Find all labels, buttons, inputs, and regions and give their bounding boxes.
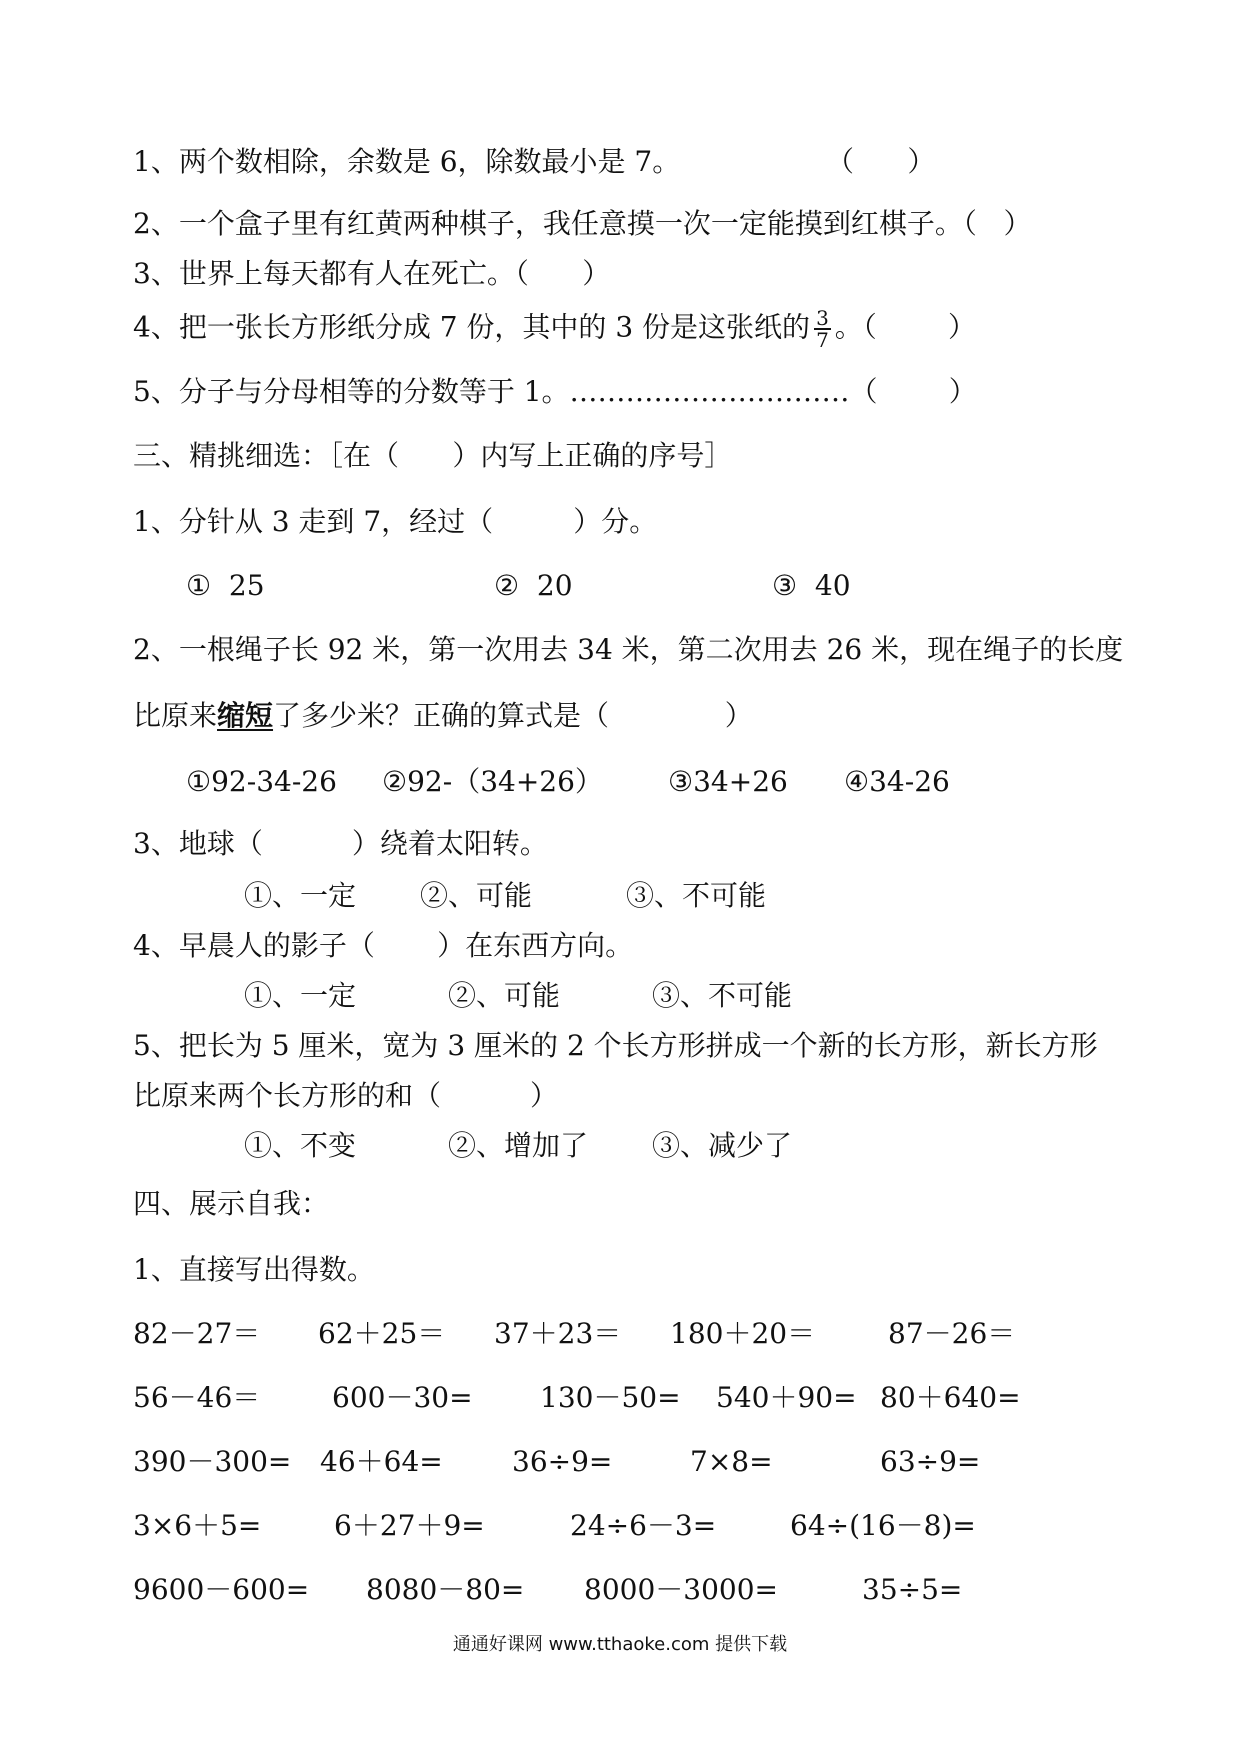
- arith-r2-c2: 600－30=: [332, 1381, 473, 1414]
- arith-r4-c4: 64÷(16－8)=: [790, 1509, 976, 1542]
- choice-q2-option-3: ③34+26: [668, 765, 788, 798]
- choice-q3: 3、地球（ ）绕着太阳转。: [133, 827, 548, 860]
- arith-r5-c3: 8000－3000=: [584, 1573, 778, 1606]
- choice-q4: 4、早晨人的影子（ ）在东西方向。: [133, 929, 634, 962]
- choice-q2-option-2: ②92-（34+26）: [382, 765, 603, 798]
- section-three-header: 三、精挑细选：［在（ ）内写上正确的序号］: [133, 439, 733, 472]
- judge-q4-text: 4、把一张长方形纸分成 7 份，其中的 3 份是这张纸的: [133, 310, 811, 344]
- arith-r1-c3: 37＋23＝: [494, 1317, 622, 1350]
- judge-q2: 2、一个盒子里有红黄两种棋子，我任意摸一次一定能摸到红棋子。（ ）: [133, 207, 1032, 240]
- choice-q1-option-1: ① 25: [186, 569, 265, 602]
- judge-q1: 1、两个数相除，余数是 6，除数最小是 7。: [133, 145, 681, 178]
- choice-q1: 1、分针从 3 走到 7，经过（ ）分。: [133, 505, 658, 538]
- section-four-header: 四、展示自我：: [133, 1187, 330, 1220]
- choice-q5-line1: 5、把长为 5 厘米，宽为 3 厘米的 2 个长方形拼成一个新的长方形，新长方形: [133, 1029, 1098, 1062]
- choice-q1-option-3: ③ 40: [772, 569, 851, 602]
- choice-q2-option-4: ④34-26: [844, 765, 950, 798]
- choice-q5-option-1: ①、不变: [244, 1129, 357, 1162]
- choice-q2-option-1: ①92-34-26: [186, 765, 337, 798]
- choice-q4-option-2: ②、可能: [448, 979, 561, 1012]
- arith-r1-c1: 82－27＝: [133, 1317, 261, 1350]
- fraction-numerator: 3: [816, 306, 829, 330]
- arith-r3-c3: 36÷9=: [512, 1445, 613, 1478]
- arith-r2-c4: 540＋90=: [716, 1381, 857, 1414]
- judge-q4: [133, 308, 976, 350]
- choice-q5-option-3: ③、减少了: [652, 1129, 793, 1162]
- arith-r1-c5: 87－26＝: [888, 1317, 1016, 1350]
- arith-r4-c2: 6＋27＋9=: [334, 1509, 485, 1542]
- arith-r3-c1: 390－300=: [133, 1445, 292, 1478]
- page-footer: 通通好课网 www.tthaoke.com 提供下载: [452, 1634, 788, 1655]
- arith-r3-c4: 7×8=: [690, 1445, 773, 1478]
- choice-q3-option-2: ②、可能: [420, 879, 533, 912]
- judge-q4-tail: 。（ ）: [834, 310, 977, 344]
- choice-q5-line2: 比原来两个长方形的和（ ）: [133, 1079, 559, 1112]
- arith-r1-c4: 180＋20＝: [670, 1317, 816, 1350]
- choice-q2-suffix: 了多少米？正确的算式是（ ）: [273, 699, 753, 732]
- judge-q3: 3、世界上每天都有人在死亡。（ ）: [133, 257, 611, 290]
- arith-r5-c4: 35÷5=: [862, 1573, 963, 1606]
- show-sub1: 1、直接写出得数。: [133, 1253, 375, 1286]
- judge-q5: 5、分子与分母相等的分数等于 1。…………………………（ ）: [133, 375, 977, 408]
- judge-q1-paren: （ ）: [826, 145, 936, 178]
- arith-r2-c5: 80＋640=: [880, 1381, 1021, 1414]
- choice-q3-option-3: ③、不可能: [626, 879, 767, 912]
- arith-r5-c2: 8080－80=: [366, 1573, 525, 1606]
- choice-q2-emphasis: 缩短: [217, 699, 274, 732]
- arith-r2-c3: 130－50=: [540, 1381, 681, 1414]
- arith-r5-c1: 9600－600=: [133, 1573, 310, 1606]
- fraction-denominator: 7: [816, 328, 829, 352]
- arith-r4-c3: 24÷6－3=: [570, 1509, 717, 1542]
- arith-r4-c1: 3×6＋5=: [133, 1509, 262, 1542]
- arith-r1-c2: 62＋25＝: [318, 1317, 446, 1350]
- choice-q1-option-2: ② 20: [494, 569, 573, 602]
- choice-q2-line1: 2、一根绳子长 92 米，第一次用去 34 米，第二次用去 26 米，现在绳子的长度: [133, 633, 1124, 666]
- choice-q2-line2: [133, 700, 753, 732]
- fraction-three-sevenths: [814, 308, 831, 350]
- arith-r3-c5: 63÷9=: [880, 1445, 981, 1478]
- choice-q5-option-2: ②、增加了: [448, 1129, 589, 1162]
- choice-q3-option-1: ①、一定: [244, 879, 357, 912]
- choice-q4-option-3: ③、不可能: [652, 979, 793, 1012]
- choice-q4-option-1: ①、一定: [244, 979, 357, 1012]
- arith-r3-c2: 46＋64=: [320, 1445, 443, 1478]
- arith-r2-c1: 56－46＝: [133, 1381, 261, 1414]
- choice-q2-prefix: 比原来: [133, 699, 218, 732]
